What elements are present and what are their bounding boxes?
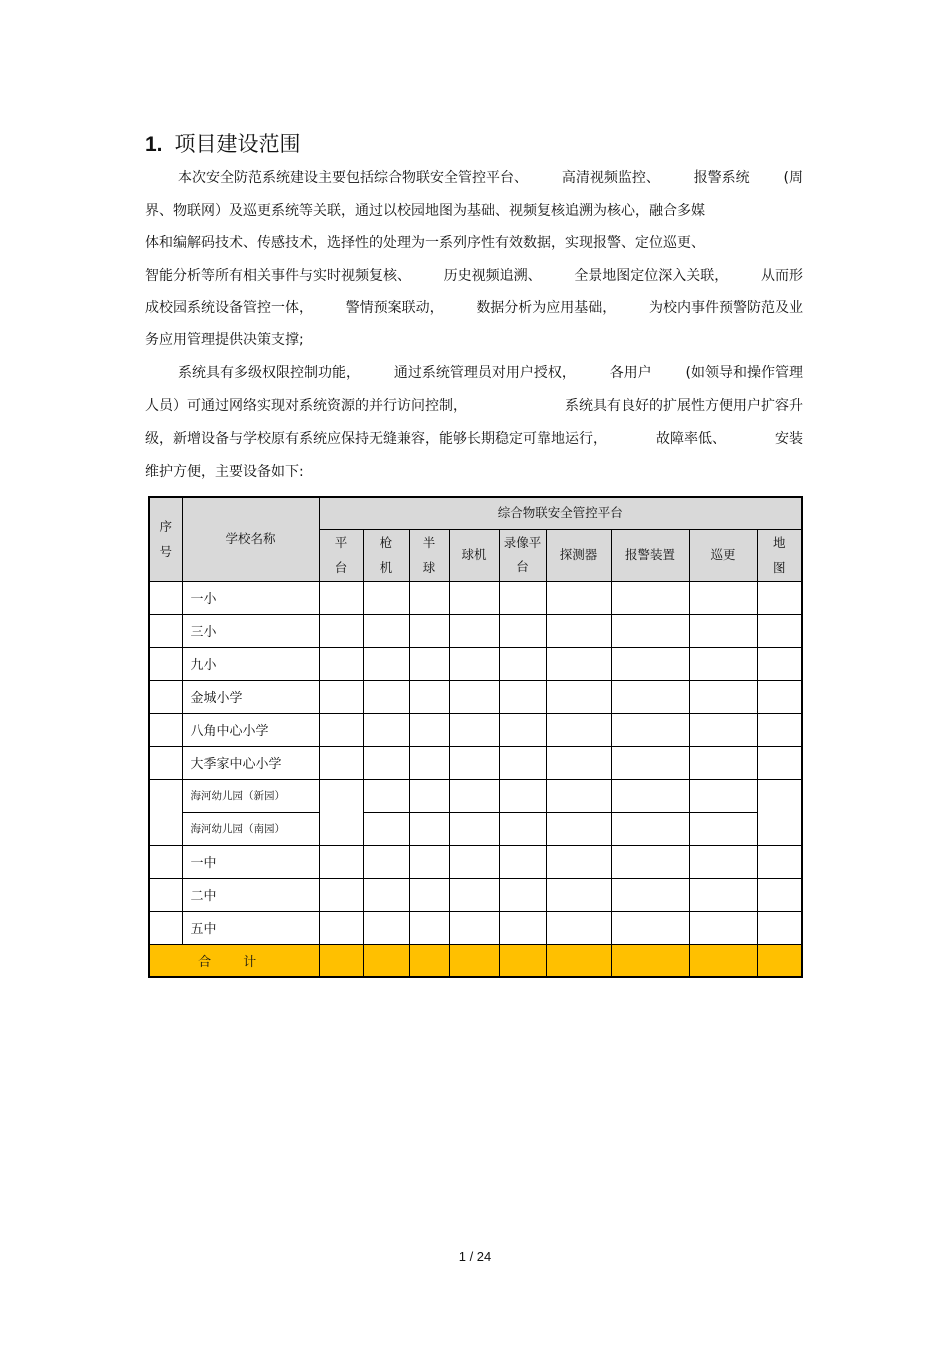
header-col-text: 探测器 (559, 547, 598, 562)
equipment-table (148, 496, 803, 978)
cell-value (319, 845, 363, 878)
section-title: 项目建设范围 (174, 132, 301, 156)
cell-value (689, 845, 757, 878)
cell-value (546, 911, 611, 944)
text-segment: 为校内事件预警防范及业 (648, 300, 803, 316)
cell-value (689, 746, 757, 779)
text-segment: 高清视频监控、 (561, 170, 660, 186)
cell-value (546, 713, 611, 746)
paragraph-line (145, 201, 705, 221)
table-header-row (149, 497, 802, 529)
cell-value (449, 812, 499, 845)
header-char: 平 (334, 535, 348, 550)
header-char: 半 (422, 535, 436, 550)
cell-value (611, 845, 689, 878)
cell-value (546, 614, 611, 647)
cell-seq (149, 911, 182, 944)
cell-school-name: 九小 (182, 647, 319, 680)
text-segment: 本次安全防范系统建设主要包括综合物联安全管控平台、 (178, 170, 528, 186)
cell-value (409, 581, 449, 614)
cell-value (611, 614, 689, 647)
cell-seq (149, 746, 182, 779)
header-seq-text (150, 514, 182, 564)
cell-value (319, 713, 363, 746)
cell-value (689, 878, 757, 911)
cell-value (757, 680, 802, 713)
cell-value (611, 680, 689, 713)
text-segment: 系统具有良好的扩展性方便用户扩容升 (565, 398, 803, 414)
cell-value (546, 845, 611, 878)
total-value (546, 944, 611, 977)
header-char: 台 (334, 560, 348, 575)
paragraph-line (145, 266, 803, 286)
cell-value (363, 812, 409, 845)
cell-value (449, 746, 499, 779)
cell-value (363, 845, 409, 878)
header-col-text: 球机 (461, 547, 487, 562)
total-value (757, 944, 802, 977)
cell-value (363, 746, 409, 779)
text-segment: 成校园系统设备管控一体， (145, 300, 313, 316)
header-char: 号 (159, 544, 172, 560)
table-row (149, 713, 802, 746)
cell-value (757, 713, 802, 746)
cell-value (546, 581, 611, 614)
cell-value (363, 779, 409, 812)
header-char: 地 (773, 535, 786, 550)
cell-school-name: 海河幼儿园（新园） (182, 779, 319, 812)
cell-value (409, 812, 449, 845)
paragraph-line (145, 396, 803, 416)
cell-value (409, 779, 449, 812)
text-segment: (如领导和操作管理 (685, 365, 803, 381)
table-row (149, 614, 802, 647)
header-col-text (410, 530, 449, 580)
table-row (149, 878, 802, 911)
cell-value (546, 779, 611, 812)
header-col-1 (363, 529, 409, 581)
cell-seq (149, 779, 182, 845)
page-number: 1 / 24 (458, 1249, 492, 1264)
cell-value (689, 614, 757, 647)
header-col-3 (449, 529, 499, 581)
cell-value (499, 713, 546, 746)
text-segment: 从而形 (760, 268, 803, 284)
cell-value (689, 647, 757, 680)
cell-value (319, 581, 363, 614)
cell-seq (149, 713, 182, 746)
cell-seq (149, 680, 182, 713)
paragraph-line (178, 363, 803, 383)
header-col-6 (611, 529, 689, 581)
cell-value (499, 812, 546, 845)
header-col-text: 录像平台 (503, 535, 542, 574)
header-col-8 (757, 529, 802, 581)
cell-value (449, 911, 499, 944)
table-row (149, 746, 802, 779)
cell-value (757, 878, 802, 911)
cell-value (499, 647, 546, 680)
header-school-name: 学校名称 (182, 497, 319, 581)
table-row (149, 779, 802, 812)
section-heading (145, 128, 301, 161)
table-row (149, 680, 802, 713)
cell-value (757, 845, 802, 878)
cell-value (363, 614, 409, 647)
cell-value (757, 779, 802, 845)
cell-value (449, 713, 499, 746)
cell-value (611, 746, 689, 779)
cell-value (409, 845, 449, 878)
cell-school-name: 海河幼儿园（南园） (182, 812, 319, 845)
table-row (149, 845, 802, 878)
cell-value (546, 878, 611, 911)
paragraph-line (145, 330, 304, 350)
cell-value (319, 614, 363, 647)
cell-value (449, 845, 499, 878)
cell-value (757, 911, 802, 944)
cell-value (546, 647, 611, 680)
cell-value (363, 647, 409, 680)
cell-seq (149, 581, 182, 614)
cell-value (546, 746, 611, 779)
total-value (689, 944, 757, 977)
cell-value (363, 878, 409, 911)
cell-value (409, 647, 449, 680)
cell-value (409, 878, 449, 911)
cell-seq (149, 647, 182, 680)
table-total-row (149, 944, 802, 977)
cell-value (319, 779, 363, 845)
header-platform-group: 综合物联安全管控平台 (319, 497, 802, 529)
cell-school-name: 五中 (182, 911, 319, 944)
total-label: 合 计 (149, 944, 319, 977)
text-segment: 通过系统管理员对用户授权， (393, 365, 576, 381)
cell-value (409, 746, 449, 779)
text-segment: 人员）可通过网络实现对系统资源的并行访问控制， (145, 398, 467, 414)
cell-value (499, 779, 546, 812)
cell-value (611, 581, 689, 614)
cell-value (409, 614, 449, 647)
cell-value (319, 746, 363, 779)
cell-value (319, 878, 363, 911)
text-segment: 数据分析为应用基础， (476, 300, 617, 316)
cell-seq (149, 845, 182, 878)
cell-value (689, 812, 757, 845)
cell-seq (149, 614, 182, 647)
cell-value (611, 911, 689, 944)
table-row (149, 581, 802, 614)
cell-value (449, 647, 499, 680)
text-segment: 故障率低、 (656, 431, 726, 447)
section-number: 1. (145, 133, 163, 156)
cell-seq (149, 878, 182, 911)
cell-school-name: 一中 (182, 845, 319, 878)
header-col-5 (546, 529, 611, 581)
paragraph-line (178, 168, 803, 188)
cell-value (449, 581, 499, 614)
cell-value (319, 680, 363, 713)
total-value (499, 944, 546, 977)
header-col-2 (409, 529, 449, 581)
table-row (149, 812, 802, 845)
cell-value (611, 812, 689, 845)
cell-school-name: 大季家中心小学 (182, 746, 319, 779)
cell-value (449, 680, 499, 713)
cell-value (499, 878, 546, 911)
cell-value (409, 911, 449, 944)
cell-value (449, 614, 499, 647)
cell-value (499, 614, 546, 647)
cell-value (611, 878, 689, 911)
text-segment: 体和编解码技术、传感技术，选择性的处理为一系列序性有效数据，实现报警、定位巡更、 (145, 235, 705, 251)
cell-value (499, 746, 546, 779)
cell-value (689, 713, 757, 746)
table-row (149, 647, 802, 680)
cell-value (689, 911, 757, 944)
cell-value (363, 911, 409, 944)
cell-value (319, 911, 363, 944)
text-segment: 界、物联网）及巡更系统等关联，通过以校园地图为基础、视频复核追溯为核心，融合多媒 (145, 203, 705, 219)
header-char: 机 (379, 560, 393, 575)
text-segment: (周 (783, 170, 803, 186)
cell-value (611, 713, 689, 746)
cell-value (757, 581, 802, 614)
cell-value (546, 812, 611, 845)
text-segment: 安装 (775, 431, 803, 447)
paragraph-line (145, 298, 803, 318)
header-seq (149, 497, 182, 581)
cell-value (363, 680, 409, 713)
cell-value (499, 845, 546, 878)
cell-value (363, 713, 409, 746)
header-col-4 (499, 529, 546, 581)
text-segment: 各用户 (609, 365, 652, 381)
cell-value (449, 779, 499, 812)
cell-value (499, 581, 546, 614)
text-segment: 系统具有多级权限控制功能， (178, 365, 360, 381)
header-col-text: 巡更 (710, 547, 736, 562)
header-col-text (320, 530, 363, 580)
cell-value (319, 647, 363, 680)
cell-school-name: 八角中心小学 (182, 713, 319, 746)
header-col-0 (319, 529, 363, 581)
cell-value (409, 713, 449, 746)
header-char: 球 (422, 560, 436, 575)
text-segment: 报警系统 (693, 170, 750, 186)
cell-value (757, 647, 802, 680)
cell-value (757, 614, 802, 647)
cell-school-name: 金城小学 (182, 680, 319, 713)
total-value (409, 944, 449, 977)
text-segment: 智能分析等所有相关事件与实时视频复核、 (145, 268, 411, 284)
paragraph-line (145, 233, 705, 253)
total-value (611, 944, 689, 977)
table-row (149, 911, 802, 944)
cell-value (611, 779, 689, 812)
cell-value (546, 680, 611, 713)
total-value (319, 944, 363, 977)
text-segment: 级，新增设备与学校原有系统应保持无缝兼容，能够长期稳定可靠地运行， (145, 431, 607, 447)
cell-value (499, 680, 546, 713)
text-segment: 历史视频追溯、 (443, 268, 542, 284)
cell-value (363, 581, 409, 614)
header-col-text (364, 530, 409, 580)
text-segment: 警情预案联动， (345, 300, 444, 316)
total-value (449, 944, 499, 977)
paragraph-line (145, 429, 803, 449)
text-segment: 全景地图定位深入关联， (574, 268, 729, 284)
header-char: 图 (773, 560, 786, 575)
header-char: 序 (159, 519, 172, 535)
cell-school-name: 一小 (182, 581, 319, 614)
header-col-text: 报警装置 (624, 547, 675, 562)
cell-value (689, 779, 757, 812)
cell-value (689, 680, 757, 713)
header-col-text (758, 530, 802, 580)
text-segment: 务应用管理提供决策支撑; (145, 332, 304, 348)
cell-value (449, 878, 499, 911)
cell-value (499, 911, 546, 944)
cell-value (611, 647, 689, 680)
cell-value (409, 680, 449, 713)
cell-school-name: 三小 (182, 614, 319, 647)
cell-value (689, 581, 757, 614)
header-col-7 (689, 529, 757, 581)
cell-value (757, 746, 802, 779)
text-segment: 维护方便，主要设备如下: (145, 464, 304, 480)
header-char: 枪 (379, 535, 393, 550)
paragraph-line (145, 462, 304, 482)
cell-school-name: 二中 (182, 878, 319, 911)
total-value (363, 944, 409, 977)
